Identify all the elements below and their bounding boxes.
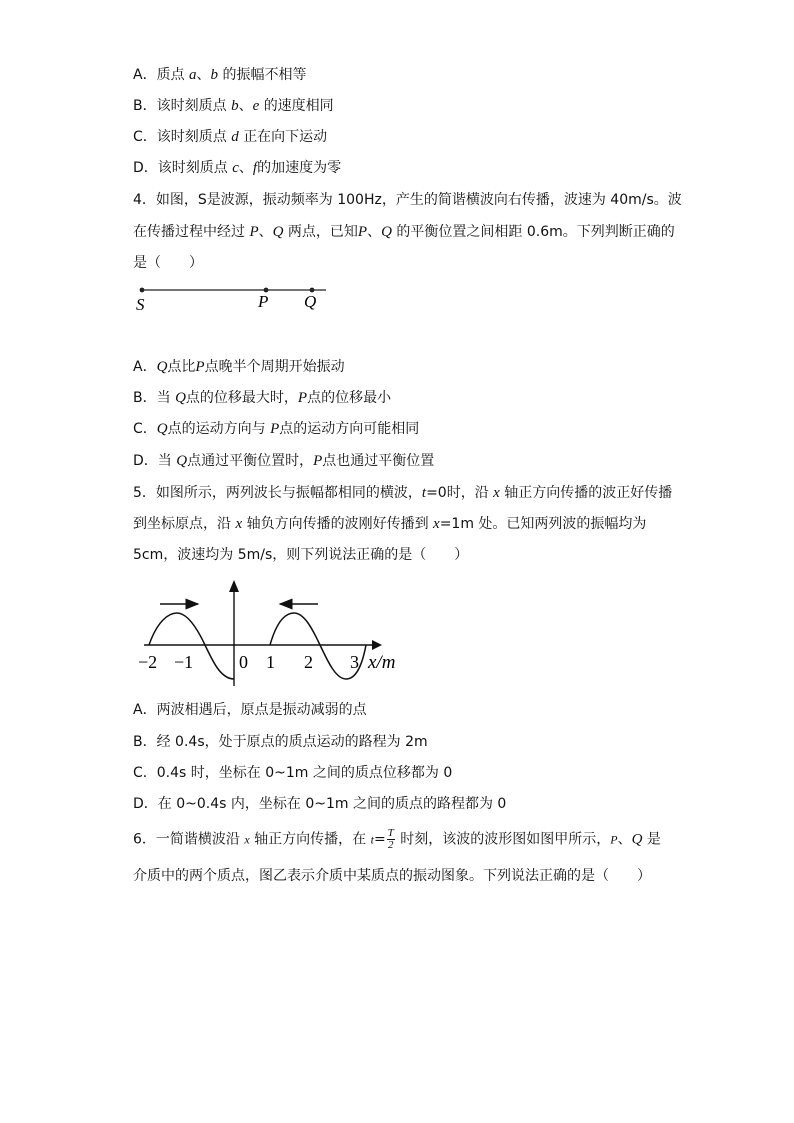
q3-option-d: D．该时刻质点 c、f的加速度为零 [133,160,342,176]
tick-label: 1 [266,652,275,672]
axis-label: x/m [368,652,396,673]
tick-label: −1 [174,652,194,672]
q4-stem-line2: 在传播过程中经过 P、Q 两点，已知P、Q 的平衡位置之间相距 0.6m。下列判断正确的 [133,224,675,240]
label-q: Q [304,292,317,311]
tick-label: 2 [304,652,313,672]
q5-option-d: D．在 0~0.4s 内，坐标在 0~1m 之间的质点的路程都为 0 [133,796,507,812]
q5-stem-line2: 到坐标原点，沿 x 轴负方向传播的波刚好传播到 x=1m 处。已知两列波的振幅均为 [133,516,647,532]
q3-option-b: B．该时刻质点 b、e 的速度相同 [133,98,334,114]
left-wave-tail [205,645,234,678]
label-s: S [136,295,145,314]
tick-label: 3 [350,652,359,672]
q4-stem-line3: 是（ ） [133,255,203,271]
label-p: P [258,292,269,311]
point-s [140,288,145,293]
q5-option-c: C．0.4s 时，坐标在 0~1m 之间的质点位移都为 0 [133,765,453,781]
q6-stem-line2: 介质中的两个质点，图乙表示介质中某质点的振动图象。下列说法正确的是（ ） [133,868,651,884]
y-axis-arrowhead [229,580,239,592]
fraction-t-over-2: $\frac{T}{2}$ [387,827,394,851]
q4-option-a: A．Q点比P点晚半个周期开始振动 [133,359,345,375]
q3-option-c: C．该时刻质点 d 正在向下运动 [133,129,328,145]
q6-stem-line1: 6．一简谐横波沿 x 轴正方向传播，在 t= $\frac{T}{2}$ 时刻，该波的波形图如图甲所示，P、Q 是 [133,827,661,851]
x-axis-arrowhead [372,640,382,650]
q4-option-c: C．Q点的运动方向与 P点的运动方向可能相同 [133,421,420,437]
q4-option-b: B．当 Q点的位移最大时，P点的位移最小 [133,390,392,406]
tick-label: −2 [138,652,158,672]
q4-option-d: D．当 Q点通过平衡位置时，P点也通过平衡位置 [133,453,435,469]
q5-option-b: B．经 0.4s，处于原点的质点运动的路程为 2m [133,734,428,750]
q5-stem-line3: 5cm，波速均为 5m/s，则下列说法正确的是（ ） [133,547,469,563]
tick-label: 0 [239,652,248,672]
q5-figure [130,578,420,693]
q3-option-a: A．质点 a、b 的振幅不相等 [133,67,307,83]
q4-figure [130,280,340,320]
q5-option-a: A．两波相遇后，原点是振动减弱的点 [133,702,367,718]
q4-stem-line1: 4．如图，S是波源，振动频率为 100Hz，产生的简谐横波向右传播，波速为 40m/s。波 [133,192,682,208]
q5-stem-line1: 5．如图所示，两列波长与振幅都相同的横波，t=0时，沿 x 轴正方向传播的波正好传播 [133,485,673,501]
